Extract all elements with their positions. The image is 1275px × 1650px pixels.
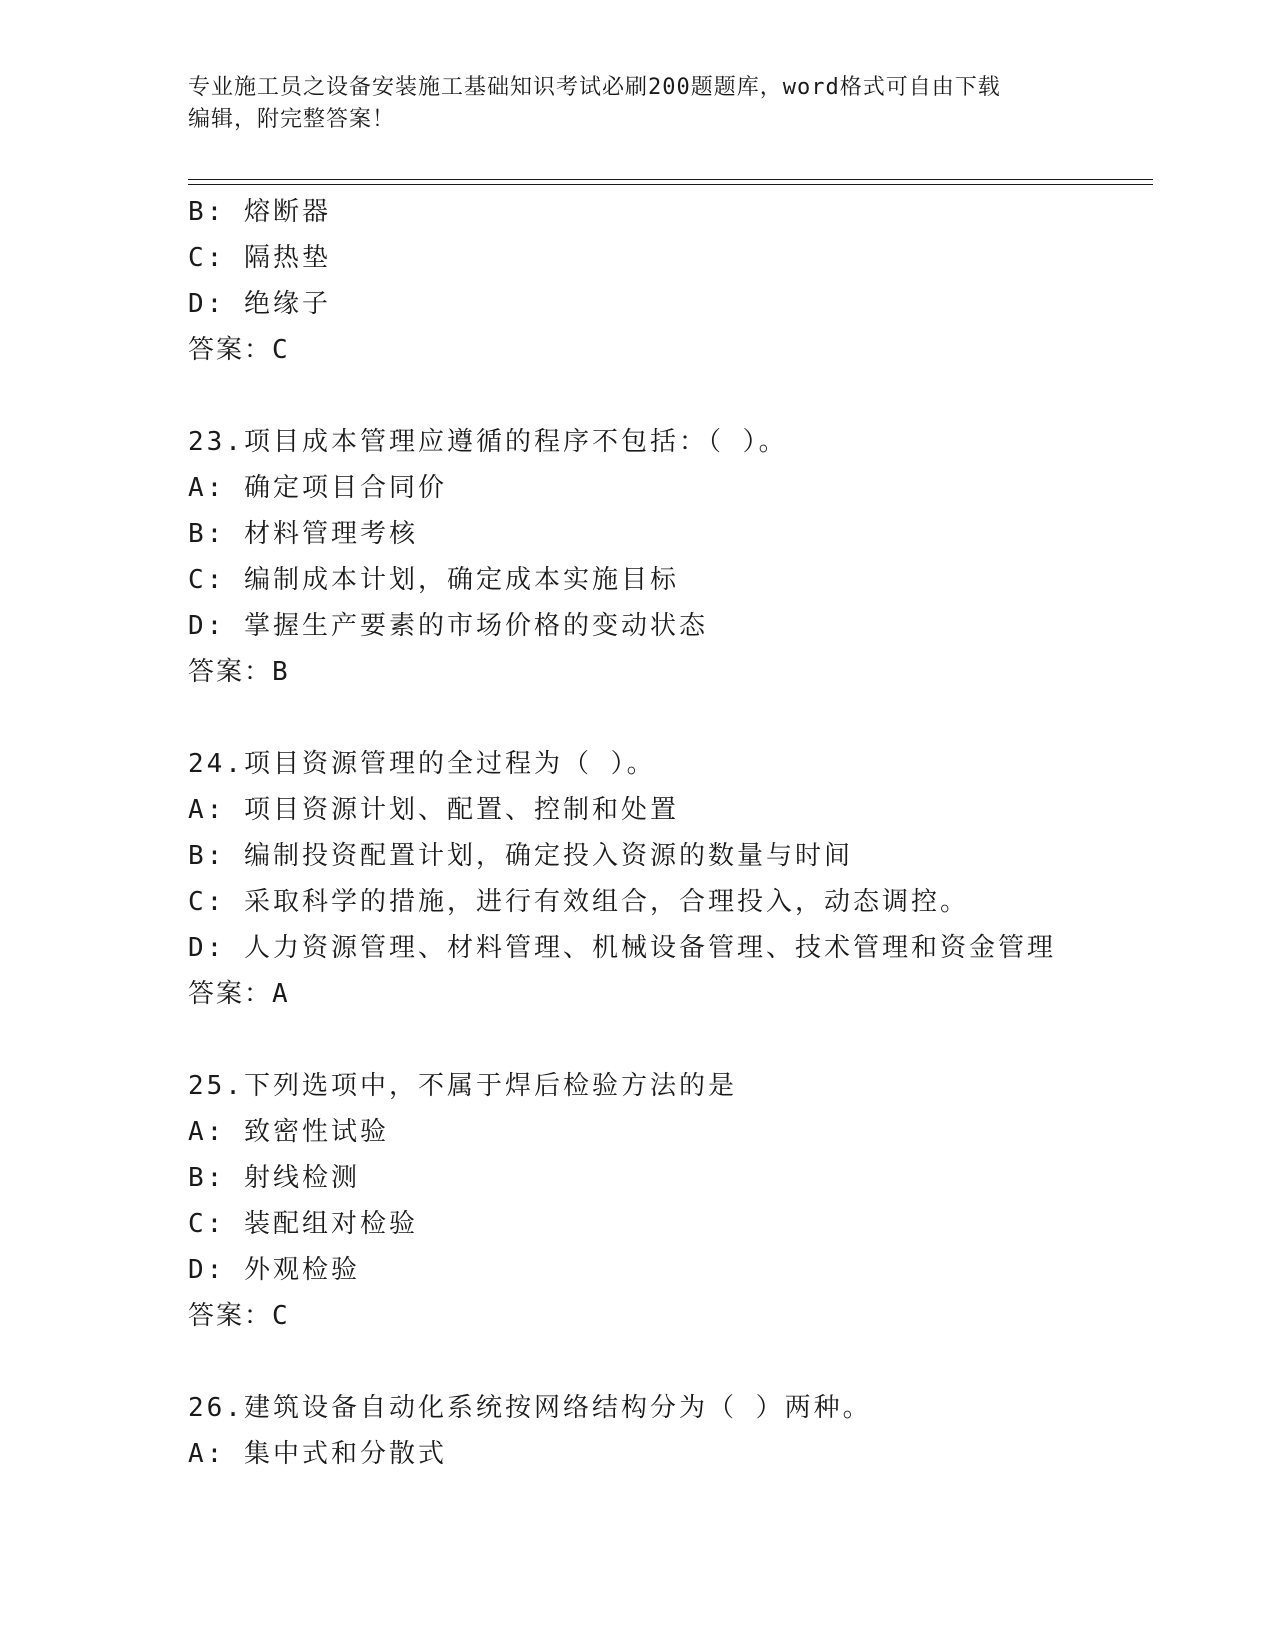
question-text: 24.项目资源管理的全过程为（ ）。 [188, 749, 656, 779]
block-spacer [188, 695, 1148, 741]
option-text: 集中式和分散式 [243, 1439, 447, 1469]
option-letter: A: [188, 1117, 226, 1147]
document-header [188, 72, 1068, 136]
question-block-22 [188, 189, 1148, 373]
option-letter: D: [188, 611, 226, 641]
question-block-23 [188, 419, 1148, 695]
option-b [188, 1155, 1148, 1201]
option-letter: C: [188, 887, 226, 917]
option-c [188, 235, 1148, 281]
option-a [188, 787, 1148, 833]
option-text: 装配组对检验 [243, 1209, 418, 1239]
question-block-25 [188, 1063, 1148, 1339]
option-text: 确定项目合同价 [243, 473, 447, 503]
option-c [188, 557, 1148, 603]
answer-line [188, 649, 1148, 695]
option-c [188, 1201, 1148, 1247]
option-d [188, 281, 1148, 327]
option-text: 编制投资配置计划，确定投入资源的数量与时间 [243, 841, 853, 871]
block-spacer [188, 1339, 1148, 1385]
option-b [188, 189, 1148, 235]
option-a [188, 465, 1148, 511]
header-title-line-1: 专业施工员之设备安装施工基础知识考试必刷200题题库，word格式可自由下载 [188, 75, 1001, 100]
question-block-26 [188, 1385, 1148, 1477]
option-text: 人力资源管理、材料管理、机械设备管理、技术管理和资金管理 [243, 933, 1056, 963]
answer-label: 答案： [188, 657, 273, 687]
option-letter: B: [188, 197, 226, 227]
option-text: 材料管理考核 [243, 519, 418, 549]
option-text: 隔热垫 [243, 243, 331, 273]
block-spacer [188, 373, 1148, 419]
header-divider-bottom [188, 184, 1153, 185]
question-list [188, 189, 1148, 1477]
question-text: 26.建筑设备自动化系统按网络结构分为（ ）两种。 [188, 1393, 872, 1423]
option-d [188, 603, 1148, 649]
option-text: 射线检测 [243, 1163, 360, 1193]
answer-label: 答案： [188, 979, 273, 1009]
option-letter: B: [188, 841, 226, 871]
option-text: 致密性试验 [243, 1117, 389, 1147]
answer-line [188, 327, 1148, 373]
option-a [188, 1109, 1148, 1155]
option-text: 外观检验 [243, 1255, 360, 1285]
block-spacer [188, 1017, 1148, 1063]
answer-value: C [272, 1301, 290, 1331]
option-b [188, 511, 1148, 557]
option-d [188, 1247, 1148, 1293]
answer-value: B [272, 657, 290, 687]
option-text: 采取科学的措施，进行有效组合，合理投入，动态调控。 [243, 887, 969, 917]
option-d [188, 925, 1148, 971]
option-letter: D: [188, 933, 226, 963]
question-text: 23.项目成本管理应遵循的程序不包括：（ ）。 [188, 427, 788, 457]
option-text: 掌握生产要素的市场价格的变动状态 [243, 611, 708, 641]
answer-label: 答案： [188, 335, 273, 365]
answer-value: C [272, 335, 290, 365]
option-letter: C: [188, 243, 226, 273]
answer-line [188, 971, 1148, 1017]
option-c [188, 879, 1148, 925]
header-title-line-2: 编辑，附完整答案！ [188, 107, 396, 132]
option-text: 编制成本计划，确定成本实施目标 [243, 565, 679, 595]
option-text: 熔断器 [243, 197, 331, 227]
option-letter: A: [188, 795, 226, 825]
option-a [188, 1431, 1148, 1477]
option-letter: C: [188, 565, 226, 595]
option-letter: D: [188, 289, 226, 319]
header-divider-top [188, 179, 1153, 180]
option-letter: B: [188, 1163, 226, 1193]
answer-label: 答案： [188, 1301, 273, 1331]
option-text: 项目资源计划、配置、控制和处置 [243, 795, 679, 825]
question-text: 25.下列选项中，不属于焊后检验方法的是 [188, 1071, 737, 1101]
option-text: 绝缘子 [243, 289, 331, 319]
answer-line [188, 1293, 1148, 1339]
option-b [188, 833, 1148, 879]
answer-value: A [272, 979, 290, 1009]
option-letter: A: [188, 473, 226, 503]
option-letter: A: [188, 1439, 226, 1469]
option-letter: B: [188, 519, 226, 549]
question-block-24 [188, 741, 1148, 1017]
option-letter: D: [188, 1255, 226, 1285]
option-letter: C: [188, 1209, 226, 1239]
